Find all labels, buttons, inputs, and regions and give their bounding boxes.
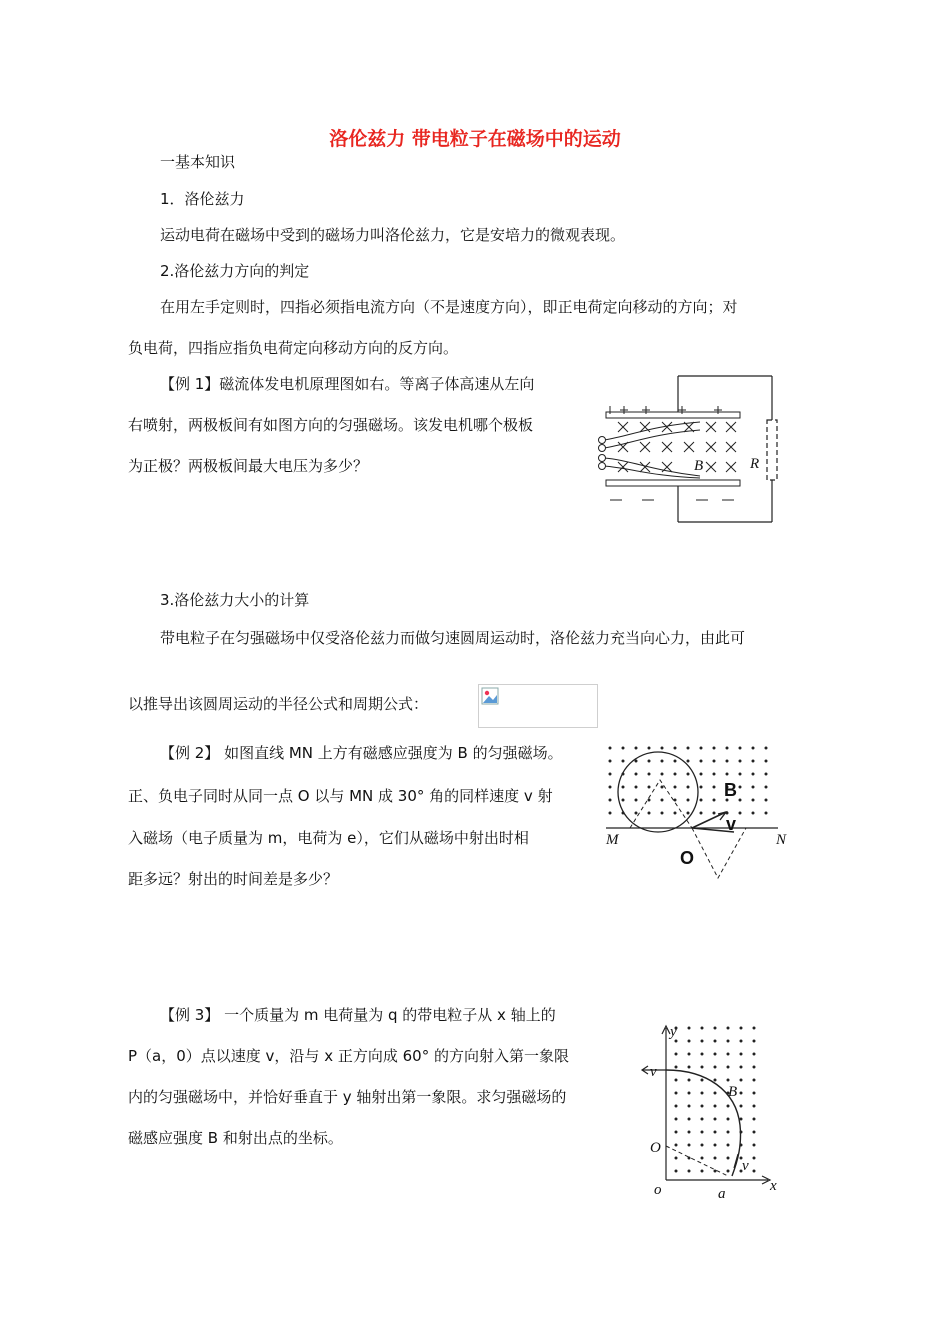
example-2-line-3: 入磁场（电子质量为 m，电荷为 e），它们从磁场中射出时相 xyxy=(128,829,529,847)
example-3-line-4: 磁感应强度 B 和射出点的坐标。 xyxy=(128,1129,343,1147)
velocity-label-bottom: v xyxy=(742,1158,749,1174)
field-dot xyxy=(688,1170,691,1173)
field-dot xyxy=(739,747,742,750)
field-dot xyxy=(714,1157,717,1160)
quadrant-field-diagram xyxy=(636,1020,786,1200)
field-dot xyxy=(727,1079,730,1082)
field-dot xyxy=(714,1053,717,1056)
field-dot xyxy=(648,747,651,750)
field-dot xyxy=(753,1170,756,1173)
field-dot xyxy=(622,799,625,802)
field-dot xyxy=(701,1092,704,1095)
field-dot xyxy=(714,1131,717,1134)
field-dot xyxy=(765,760,768,763)
mhd-generator-diagram xyxy=(590,370,790,530)
item-heading-2: 2.洛伦兹力方向的判定 xyxy=(160,262,310,280)
field-dot xyxy=(727,1105,730,1108)
field-dot xyxy=(739,812,742,815)
field-dot xyxy=(714,1066,717,1069)
broken-image-icon xyxy=(481,687,501,707)
field-dot xyxy=(752,747,755,750)
field-dot xyxy=(739,773,742,776)
paragraph-1: 运动电荷在磁场中受到的磁场力叫洛伦兹力，它是安培力的微观表现。 xyxy=(160,226,626,244)
field-dot xyxy=(727,1027,730,1030)
field-dot xyxy=(635,747,638,750)
field-dot xyxy=(701,1118,704,1121)
field-dot xyxy=(701,1040,704,1043)
field-dot xyxy=(753,1092,756,1095)
field-dot xyxy=(701,1066,704,1069)
field-dot xyxy=(701,1027,704,1030)
field-dot xyxy=(635,812,638,815)
origin-label-o: o xyxy=(654,1182,662,1198)
field-dot xyxy=(726,747,729,750)
field-dot xyxy=(700,760,703,763)
field-dot xyxy=(674,812,677,815)
field-dot xyxy=(753,1144,756,1147)
field-dot xyxy=(714,1144,717,1147)
field-dot xyxy=(688,1118,691,1121)
field-dot xyxy=(714,1092,717,1095)
axis-label-x: x xyxy=(770,1178,777,1194)
field-dot xyxy=(753,1118,756,1121)
page-title: 洛伦兹力 带电粒子在磁场中的运动 xyxy=(329,128,621,150)
field-dot xyxy=(752,773,755,776)
field-dot xyxy=(674,786,677,789)
field-dot xyxy=(622,747,625,750)
field-label-B: B xyxy=(728,1084,738,1100)
example-1-line-2: 右喷射，两极板间有如图方向的匀强磁场。该发电机哪个极板 xyxy=(128,416,534,434)
field-dot xyxy=(740,1053,743,1056)
field-dot xyxy=(753,1053,756,1056)
field-dot xyxy=(661,773,664,776)
field-dot xyxy=(688,1131,691,1134)
point-label-N: N xyxy=(776,832,787,848)
field-dot xyxy=(675,1105,678,1108)
field-dot xyxy=(727,1118,730,1121)
field-dot xyxy=(688,1092,691,1095)
field-dot xyxy=(714,1079,717,1082)
field-dot xyxy=(726,773,729,776)
figure-electrons-field xyxy=(600,740,800,880)
axis-label-y: y xyxy=(670,1024,677,1040)
example-2-line-2: 正、负电子同时从同一点 O 以与 MN 成 30° 角的同样速度 v 射 xyxy=(128,787,553,805)
example-2-line-4: 距多远？射出的时间差是多少？ xyxy=(128,870,339,888)
field-dot xyxy=(688,1079,691,1082)
field-dot xyxy=(700,812,703,815)
field-dot xyxy=(752,760,755,763)
paragraph-2-line-2: 负电荷，四指应指负电荷定向移动方向的反方向。 xyxy=(128,339,459,357)
field-dot xyxy=(713,747,716,750)
field-dot xyxy=(753,1040,756,1043)
field-dot xyxy=(661,812,664,815)
field-dot xyxy=(752,812,755,815)
point-label-a: a xyxy=(718,1186,726,1202)
field-dot xyxy=(714,1040,717,1043)
field-dot xyxy=(648,773,651,776)
field-dot xyxy=(648,786,651,789)
item-heading-3: 3.洛伦兹力大小的计算 xyxy=(160,591,310,609)
field-dot xyxy=(688,1053,691,1056)
field-dot xyxy=(648,799,651,802)
field-dot xyxy=(675,1092,678,1095)
field-dot xyxy=(609,773,612,776)
field-dot xyxy=(753,1066,756,1069)
velocity-label-top: v xyxy=(650,1064,657,1080)
field-dot xyxy=(688,1066,691,1069)
field-dot xyxy=(675,1131,678,1134)
field-dot xyxy=(701,1053,704,1056)
field-dot xyxy=(701,1157,704,1160)
field-dot xyxy=(765,773,768,776)
field-dot xyxy=(740,1092,743,1095)
field-label-B: B xyxy=(724,780,737,800)
field-dot xyxy=(675,1157,678,1160)
field-dot xyxy=(739,799,742,802)
field-dot xyxy=(700,773,703,776)
field-dot xyxy=(688,1105,691,1108)
field-dot xyxy=(635,786,638,789)
field-dot xyxy=(713,773,716,776)
field-dot xyxy=(752,799,755,802)
field-dot xyxy=(727,1144,730,1147)
field-dot xyxy=(740,1105,743,1108)
field-dot xyxy=(753,1079,756,1082)
section-heading: 一基本知识 xyxy=(160,153,236,171)
field-dot xyxy=(622,786,625,789)
field-dot xyxy=(700,786,703,789)
point-label-M: M xyxy=(606,832,619,848)
field-dot xyxy=(701,1105,704,1108)
field-dot xyxy=(648,760,651,763)
paragraph-3-line-1: 带电粒子在匀强磁场中仅受洛伦兹力而做匀速圆周运动时，洛伦兹力充当向心力，由此可 xyxy=(160,629,746,647)
field-dot xyxy=(713,812,716,815)
field-dot xyxy=(661,760,664,763)
paragraph-3-line-2: 以推导出该圆周运动的半径公式和周期公式： xyxy=(128,695,429,713)
field-dot xyxy=(714,1105,717,1108)
field-dot xyxy=(674,747,677,750)
field-dot xyxy=(700,799,703,802)
field-dot xyxy=(740,1027,743,1030)
field-dot xyxy=(714,1118,717,1121)
field-dot xyxy=(688,1144,691,1147)
field-dot xyxy=(701,1144,704,1147)
field-dot xyxy=(675,1118,678,1121)
field-dot xyxy=(753,1157,756,1160)
field-dot xyxy=(726,760,729,763)
field-dot xyxy=(727,1040,730,1043)
field-dot xyxy=(687,812,690,815)
field-dot xyxy=(609,786,612,789)
field-dot xyxy=(713,760,716,763)
field-dot xyxy=(687,786,690,789)
field-dot xyxy=(687,747,690,750)
field-dot xyxy=(701,1079,704,1082)
example-1-line-1: 【例 1】磁流体发电机原理图如右。等离子体高速从左向 xyxy=(160,375,535,393)
field-dot xyxy=(688,1027,691,1030)
field-dot xyxy=(675,1170,678,1173)
field-dot xyxy=(609,747,612,750)
field-dot xyxy=(675,1053,678,1056)
figure-mhd-generator xyxy=(590,370,790,530)
figure-quadrant-field xyxy=(636,1020,786,1200)
field-dot xyxy=(687,773,690,776)
paragraph-2-line-1: 在用左手定则时，四指必须指电流方向（不是速度方向），即正电荷定向移动的方向；对 xyxy=(160,298,738,316)
example-3-line-1: 【例 3】 一个质量为 m 电荷量为 q 的带电粒子从 x 轴上的 xyxy=(160,1006,556,1024)
field-dot xyxy=(727,1157,730,1160)
field-dot xyxy=(674,799,677,802)
field-dot xyxy=(675,1144,678,1147)
velocity-label-v: v xyxy=(726,814,737,834)
field-dot xyxy=(739,760,742,763)
field-dot xyxy=(648,812,651,815)
field-dot xyxy=(701,1131,704,1134)
field-dot xyxy=(661,786,664,789)
field-dot xyxy=(713,799,716,802)
field-dot xyxy=(675,1066,678,1069)
field-dot xyxy=(609,812,612,815)
example-3-line-3: 内的匀强磁场中，并恰好垂直于 y 轴射出第一象限。求匀强磁场的 xyxy=(128,1088,567,1106)
field-dot xyxy=(635,773,638,776)
point-label-O: O xyxy=(680,848,695,868)
field-dot xyxy=(765,786,768,789)
example-3-line-2: P（a，0）点以速度 v，沿与 x 正方向成 60° 的方向射入第一象限 xyxy=(128,1047,569,1065)
field-dot xyxy=(752,786,755,789)
field-dot xyxy=(765,812,768,815)
example-2-line-1: 【例 2】 如图直线 MN 上方有磁感应强度为 B 的匀强磁场。 xyxy=(160,744,563,762)
field-dot xyxy=(675,1079,678,1082)
field-dot xyxy=(765,799,768,802)
field-dot xyxy=(753,1027,756,1030)
field-dot xyxy=(740,1079,743,1082)
field-dot xyxy=(713,786,716,789)
field-dot xyxy=(740,1066,743,1069)
field-dot xyxy=(687,760,690,763)
field-dot xyxy=(622,760,625,763)
field-dot xyxy=(609,760,612,763)
field-dot xyxy=(661,747,664,750)
field-dot xyxy=(635,799,638,802)
item-heading-1: 1．洛伦兹力 xyxy=(160,190,245,208)
field-dot xyxy=(609,799,612,802)
formula-image-placeholder xyxy=(478,684,598,728)
field-dot xyxy=(727,1053,730,1056)
field-dot xyxy=(739,786,742,789)
field-dot xyxy=(701,1170,704,1173)
field-dot xyxy=(687,799,690,802)
field-dot xyxy=(727,1131,730,1134)
field-dot xyxy=(714,1027,717,1030)
field-dot xyxy=(727,1170,730,1173)
field-dot xyxy=(727,1066,730,1069)
center-label-O: O xyxy=(650,1140,661,1156)
field-dot xyxy=(753,1131,756,1134)
field-dot xyxy=(753,1105,756,1108)
example-1-line-3: 为正极？两极板间最大电压为多少？ xyxy=(128,457,369,475)
field-label-B: B xyxy=(694,458,704,474)
field-dot xyxy=(674,760,677,763)
field-dot xyxy=(765,747,768,750)
field-dot xyxy=(700,747,703,750)
field-dot xyxy=(661,799,664,802)
electrons-field-diagram xyxy=(600,740,800,880)
field-dot xyxy=(688,1040,691,1043)
field-dot xyxy=(674,773,677,776)
field-dot xyxy=(714,1170,717,1173)
field-dot xyxy=(740,1040,743,1043)
resistor-label-R: R xyxy=(750,456,760,472)
